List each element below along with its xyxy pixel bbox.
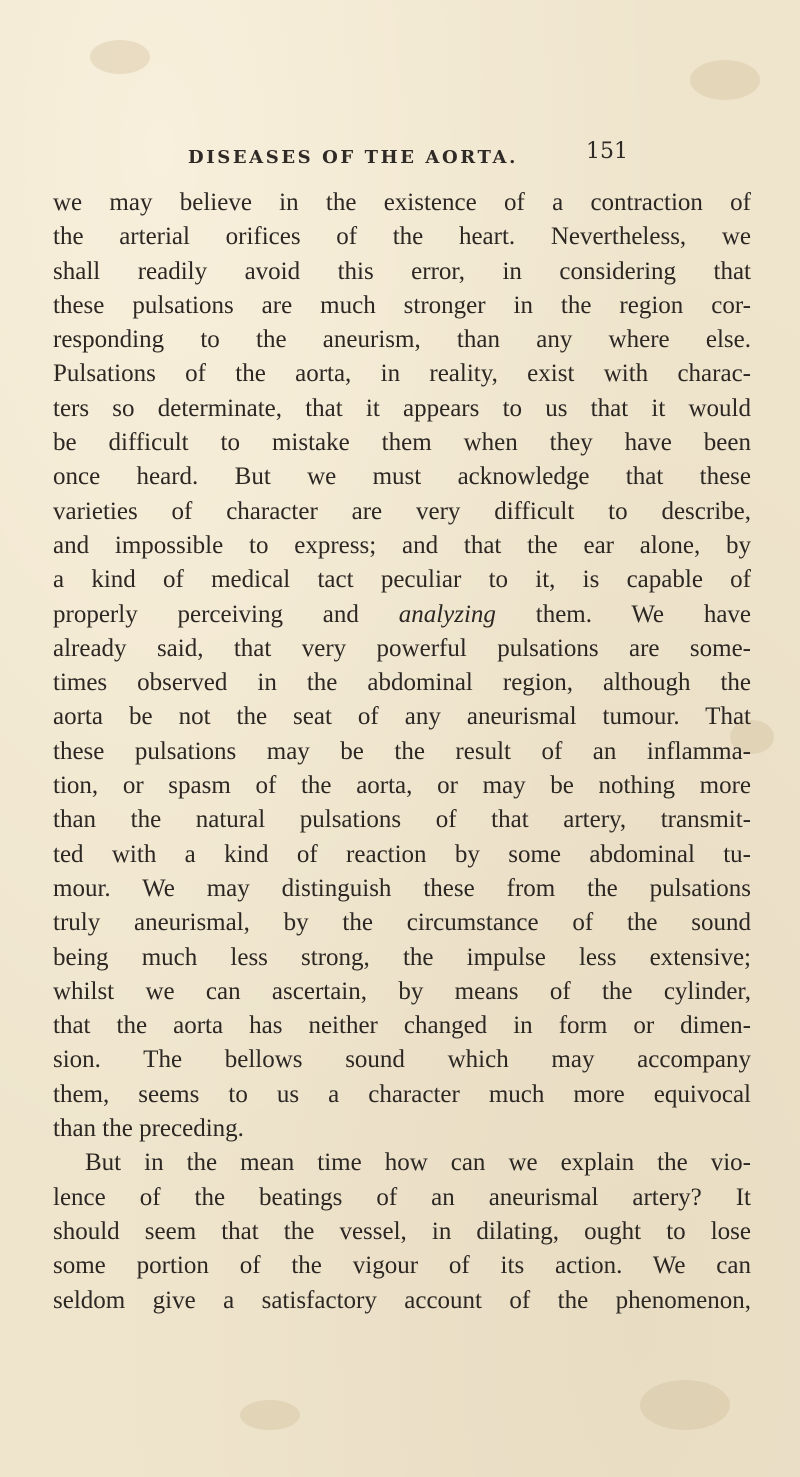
text-line: lence of the beatings of an aneurismal artery? It	[53, 1183, 751, 1211]
text-line: mour. We may distinguish these from the pulsations	[53, 874, 751, 902]
text-line: ters so determinate, that it appears to us that it would	[53, 394, 751, 422]
text-line: be difficult to mistake them when they have been	[53, 429, 751, 457]
page-number: 151	[586, 139, 628, 164]
paper-stain	[90, 40, 150, 74]
paper-stain	[690, 60, 760, 100]
text-line: we may believe in the existence of a contraction of	[53, 189, 751, 216]
page-header	[188, 139, 628, 187]
running-head: DISEASES OF THE AORTA.	[188, 147, 518, 168]
text-line: tion, or spasm of the aorta, or may be nothing more	[53, 772, 751, 800]
text-line: once heard. But we must acknowledge that these	[53, 463, 751, 491]
text-line: ted with a kind of reaction by some abdominal tu-	[53, 840, 751, 868]
text-line: them, seems to us a character much more equivocal	[53, 1080, 751, 1108]
text-line: these pulsations are much stronger in the region cor-	[53, 291, 751, 319]
text-line: and impossible to express; and that the ear alone, by	[53, 531, 751, 559]
text-line: shall readily avoid this error, in considering that	[53, 257, 751, 285]
text-segment: properly perceiving and	[53, 600, 359, 628]
text-line: these pulsations may be the result of an inflamma-	[53, 737, 751, 765]
text-line: seldom give a satisfactory account of the phenomenon,	[53, 1286, 751, 1314]
paragraph-end-line: than the preceding.	[53, 1115, 244, 1143]
text-line-with-italic	[53, 598, 751, 632]
text-line: truly aneurismal, by the circumstance of the sound	[53, 909, 751, 937]
paper-stain	[240, 1400, 300, 1430]
text-line: aorta be not the seat of any aneurismal tumour. That	[53, 703, 751, 731]
text-line: Pulsations of the aorta, in reality, exist with charac-	[53, 360, 751, 388]
text-line: a kind of medical tact peculiar to it, is capable of	[53, 566, 751, 594]
text-line: varieties of character are very difficult to describe,	[53, 497, 751, 525]
text-segment: them. We have	[535, 600, 752, 628]
text-line: whilst we can ascertain, by means of the cylinder,	[53, 977, 751, 1005]
text-line: responding to the aneurism, than any where else.	[53, 326, 751, 354]
text-line: than the natural pulsations of that artery, transmit-	[53, 806, 751, 834]
text-line: sion. The bellows sound which may accompany	[53, 1046, 751, 1074]
text-line: some portion of the vigour of its action. We can	[53, 1252, 751, 1280]
text-line: should seem that the vessel, in dilating, ought to lose	[53, 1217, 751, 1245]
body-text	[53, 186, 751, 1318]
text-line: being much less strong, the impulse less extensive;	[53, 943, 751, 971]
text-line: the arterial orifices of the heart. Nevertheless, we	[53, 223, 751, 251]
paper-stain	[640, 1380, 730, 1430]
text-line: already said, that very powerful pulsations are some-	[53, 634, 751, 662]
italic-word: analyzing	[398, 600, 496, 628]
paragraph-start-line: But in the mean time how can we explain the vio-	[85, 1149, 751, 1177]
text-line: times observed in the abdominal region, although the	[53, 669, 751, 697]
text-line: that the aorta has neither changed in form or dimen-	[53, 1012, 751, 1040]
